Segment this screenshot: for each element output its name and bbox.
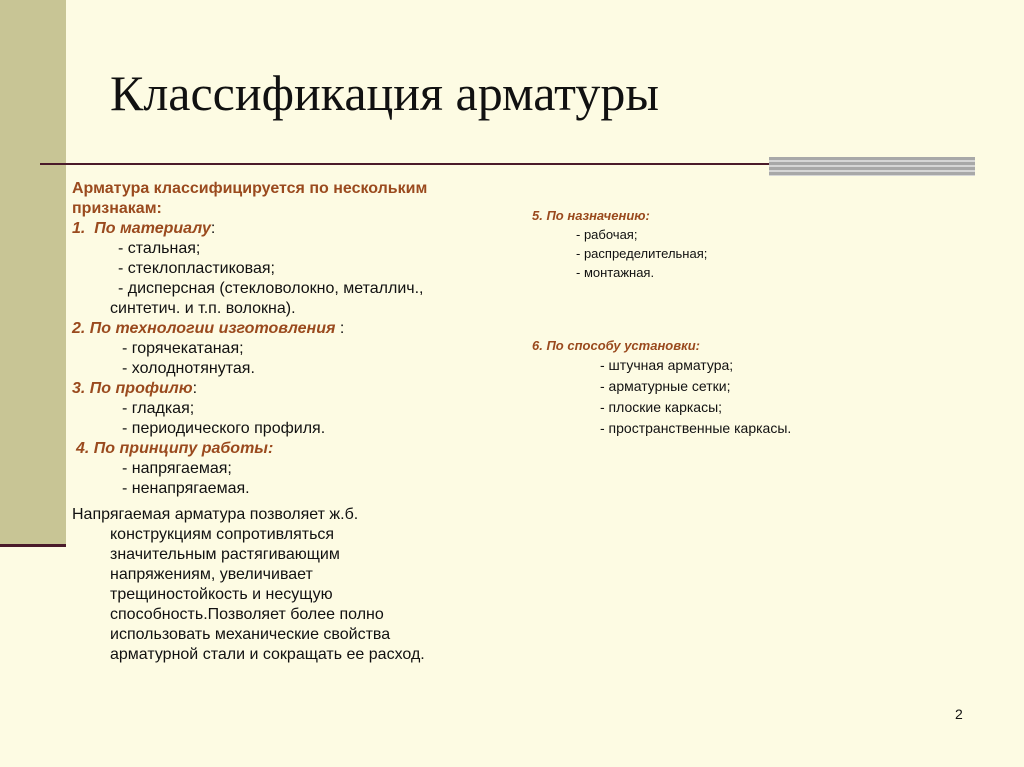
- left-accent-band: [0, 0, 66, 546]
- section-technology-heading: [72, 319, 512, 339]
- paragraph-line: трещиностойкость и несущую: [110, 586, 333, 603]
- paragraph-line: использовать механические свойства: [110, 626, 391, 643]
- section-profile-heading: [72, 379, 512, 399]
- list-item: - ненапрягаемая.: [122, 480, 250, 497]
- list-item: - холоднотянутая.: [122, 360, 255, 377]
- section-title: 2. По технологии изготовления: [72, 320, 336, 337]
- list-item: - пространственные каркасы.: [600, 420, 792, 436]
- intro-line-1: Арматура классифицируется по нескольким: [72, 180, 428, 197]
- paragraph-line: значительным растягивающим: [110, 546, 340, 563]
- section-title: 3. По профилю: [72, 380, 193, 397]
- paragraph-line: напряжениям, увеличивает: [110, 566, 313, 583]
- section-material-heading: [72, 219, 512, 239]
- section-number: 1.: [72, 220, 86, 237]
- left-accent-line: [0, 544, 66, 547]
- list-item-continuation: синтетич. и т.п. волокна).: [110, 300, 296, 317]
- paragraph-line: Напрягаемая арматура позволяет ж.б.: [72, 506, 359, 523]
- list-item: - штучная арматура;: [600, 357, 734, 373]
- list-item: - распределительная;: [576, 246, 708, 261]
- list-item: - плоские каркасы;: [600, 399, 723, 415]
- paragraph-line: конструкциям сопротивляться: [110, 526, 335, 543]
- section-purpose-heading: 5. По назначению:: [532, 208, 650, 223]
- title-accent-bar: [769, 157, 975, 176]
- right-column: [532, 206, 972, 439]
- slide-title: Классификация арматуры: [110, 65, 659, 121]
- list-item: - стальная;: [118, 240, 201, 257]
- paragraph-line: арматурной стали и сокращать ее расход.: [110, 646, 425, 663]
- left-column: [72, 179, 512, 665]
- section-title: По материалу: [94, 220, 211, 237]
- section-colon: :: [192, 380, 198, 397]
- list-item: - рабочая;: [576, 227, 638, 242]
- intro-line-2: признакам:: [72, 200, 162, 217]
- list-item: - гладкая;: [122, 400, 195, 417]
- list-item: - напрягаемая;: [122, 460, 232, 477]
- list-item: - монтажная.: [576, 265, 655, 280]
- prestressed-paragraph: [72, 505, 512, 665]
- list-item: - периодического профиля.: [122, 420, 326, 437]
- list-item: - дисперсная (стекловолокно, металлич.,: [118, 280, 424, 297]
- page-number: 2: [955, 706, 963, 722]
- section-working-principle-heading: 4. По принципу работы:: [76, 440, 274, 457]
- section-colon: :: [210, 220, 216, 237]
- paragraph-line: способность.Позволяет более полно: [110, 606, 384, 623]
- list-item: - арматурные сетки;: [600, 378, 731, 394]
- list-item: - стеклопластиковая;: [118, 260, 275, 277]
- list-item: - горячекатаная;: [122, 340, 244, 357]
- section-colon: :: [335, 320, 345, 337]
- section-installation-heading: 6. По способу установки:: [532, 338, 700, 353]
